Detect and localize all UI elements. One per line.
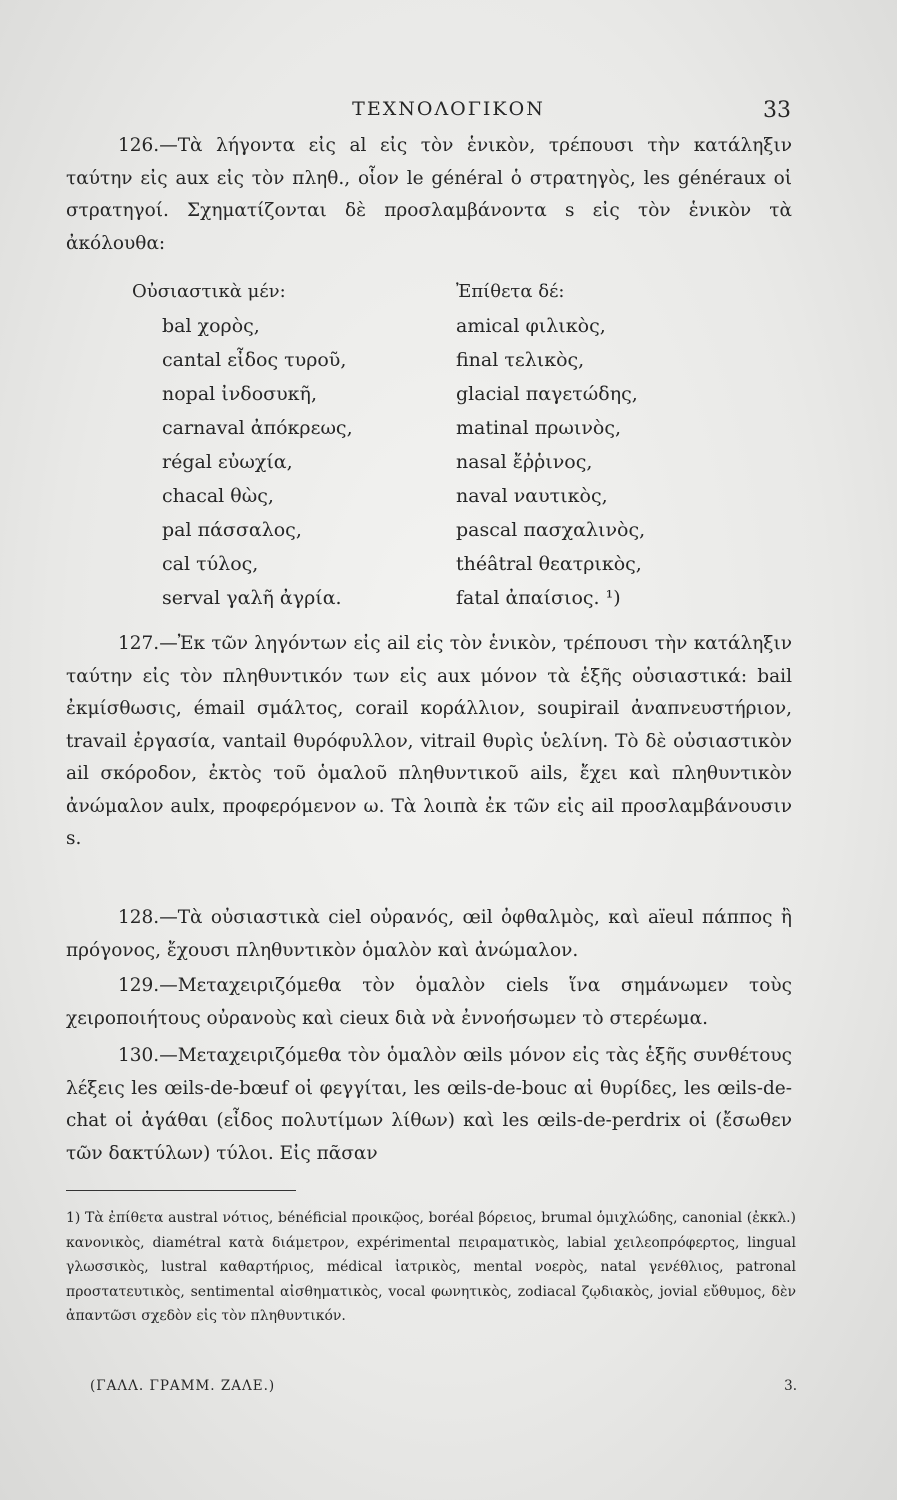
adjectives-heading: Ἐπίθετα δέ: (456, 281, 565, 302)
list-item: nasal ἔῤῥινος, (456, 451, 593, 473)
footnote: 1) Τὰ ἐπίθετα austral νότιος, bénéficial προικῷος, boréal βόρειος, brumal ὁμιχλώδης, canonial (ἐκκλ.) κανονικὸς, diamétral κατὰ διάμετρον, expérimental πειραματικὸς, labial χειλεοπρόφερτος, lingual γλωσσικὸς, lustral καθαρτήριος, médical ἰατρικὸς, mental νοερὸς, natal γενέθλιος, patronal προστατευτικὸς, sentimental αἰσθηματικὸς, vocal φωνητικὸς, zodiacal ζῳδιακὸς, jovial εὔθυμος, δὲν ἀπαντῶσι σχεδὸν εἰς τὸν πληθυντικόν. (66, 1210, 796, 1324)
nouns-column (132, 274, 452, 615)
list-item: pal πάσσαλος, (162, 519, 302, 541)
running-title: ΤΕΧΝΟΛΟΓΙΚΟΝ (352, 98, 545, 120)
list-item: cantal εἶδος τυροῦ, (162, 349, 347, 371)
paragraph-126: 126.—Τὰ λήγοντα εἰς al εἰς τὸν ἑνικὸν, τρέπουσι τὴν κατάληξιν ταύτην εἰς aux εἰς τὸν πληθ., οἷον le général ὁ στρατηγὸς, les généraux οἱ στρατηγοί. Σχηματίζονται δὲ προσλαμβάνοντα s εἰς τὸν ἑνικὸν τὰ ἀκόλουθα: (66, 135, 792, 254)
adjectives-column (456, 274, 786, 615)
running-head (0, 98, 897, 128)
list-item: matinal πρωινὸς, (456, 417, 622, 439)
list-item: glacial παγετώδης, (456, 383, 638, 405)
list-item: cal τύλος, (162, 553, 259, 575)
paragraph-130: 130.—Μεταχειριζόμεθα τὸν ὁμαλὸν œils μόνον εἰς τὰς ἑξῆς συνθέτους λέξεις les œils-de-bœuf οἱ φεγγίται, les œils-de-bouc αἱ θυρίδες, les œils-de-chat οἱ ἀγάθαι (εἶδος πολυτίμων λίθων) καὶ les œils-de-perdrix οἱ (ἔσωθεν τῶν δακτύλων) τύλοι. Εἰς πᾶσαν (66, 1045, 792, 1164)
list-item: amical φιλικὸς, (456, 315, 606, 337)
list-item: pascal πασχαλινὸς, (456, 519, 646, 541)
list-item: chacal θὼς, (162, 485, 274, 507)
list-item: naval ναυτικὸς, (456, 485, 608, 507)
list-item: serval γαλῆ ἀγρία. (162, 587, 342, 609)
list-item: théâtral θεατρικὸς, (456, 553, 642, 575)
nouns-heading: Οὐσιαστικὰ μέν: (132, 281, 286, 302)
list-item: fatal ἀπαίσιος. ¹) (456, 587, 621, 609)
paragraph-128: 128.—Τὰ οὐσιαστικὰ ciel οὐρανός, œil ὀφθαλμὸς, καὶ aïeul πάππος ἢ πρόγονος, ἔχουσι πληθυντικὸν ὁμαλὸν καὶ ἀνώμαλον. (66, 907, 792, 961)
list-item: régal εὐωχία, (162, 451, 293, 473)
list-item: final τελικὸς, (456, 349, 585, 371)
list-item: nopal ἰνδοσυκῆ, (162, 383, 317, 405)
page-number: 33 (763, 98, 791, 123)
word-columns (90, 274, 790, 614)
paragraph-129: 129.—Μεταχειριζόμεθα τὸν ὁμαλὸν ciels ἵνα σημάνωμεν τοὺς χειροποιήτους οὐρανοὺς καὶ cieux διὰ νὰ ἐννοήσωμεν τὸ στερέωμα. (66, 975, 792, 1029)
sheet-mark: 3. (784, 1378, 797, 1394)
adjectives-list (456, 309, 786, 615)
footnote-divider (66, 1190, 296, 1191)
list-item: carnaval ἀπόκρεως, (162, 417, 353, 439)
list-item: bal χορὸς, (162, 315, 260, 337)
paragraph-127: 127.—Ἐκ τῶν ληγόντων εἰς ail εἰς τὸν ἑνικὸν, τρέπουσι τὴν κατάληξιν ταύτην εἰς τὸν πληθυντικόν των εἰς aux μόνον τὰ ἑξῆς οὐσιαστικά: bail ἐκμίσθωσις, émail σμάλτος, corail κοράλλιον, soupirail ἀναπνευστήριον, travail ἐργασία, vantail θυρόφυλλον, vitrail θυρὶς ὑελίνη. Τὸ δὲ οὐσιαστικὸν ail σκόροδον, ἐκτὸς τοῦ ὁμαλοῦ πληθυντικοῦ ails, ἔχει καὶ πληθυντικὸν ἀνώμαλον aulx, προφερόμενον ω. Τὰ λοιπὰ ἐκ τῶν εἰς ail προσλαμβάνουσιν s. (66, 633, 792, 849)
signature-line: (ΓΑΛΛ. ΓΡΑΜΜ. ΖΑΛΕ.) (90, 1378, 276, 1394)
nouns-list (132, 309, 452, 615)
